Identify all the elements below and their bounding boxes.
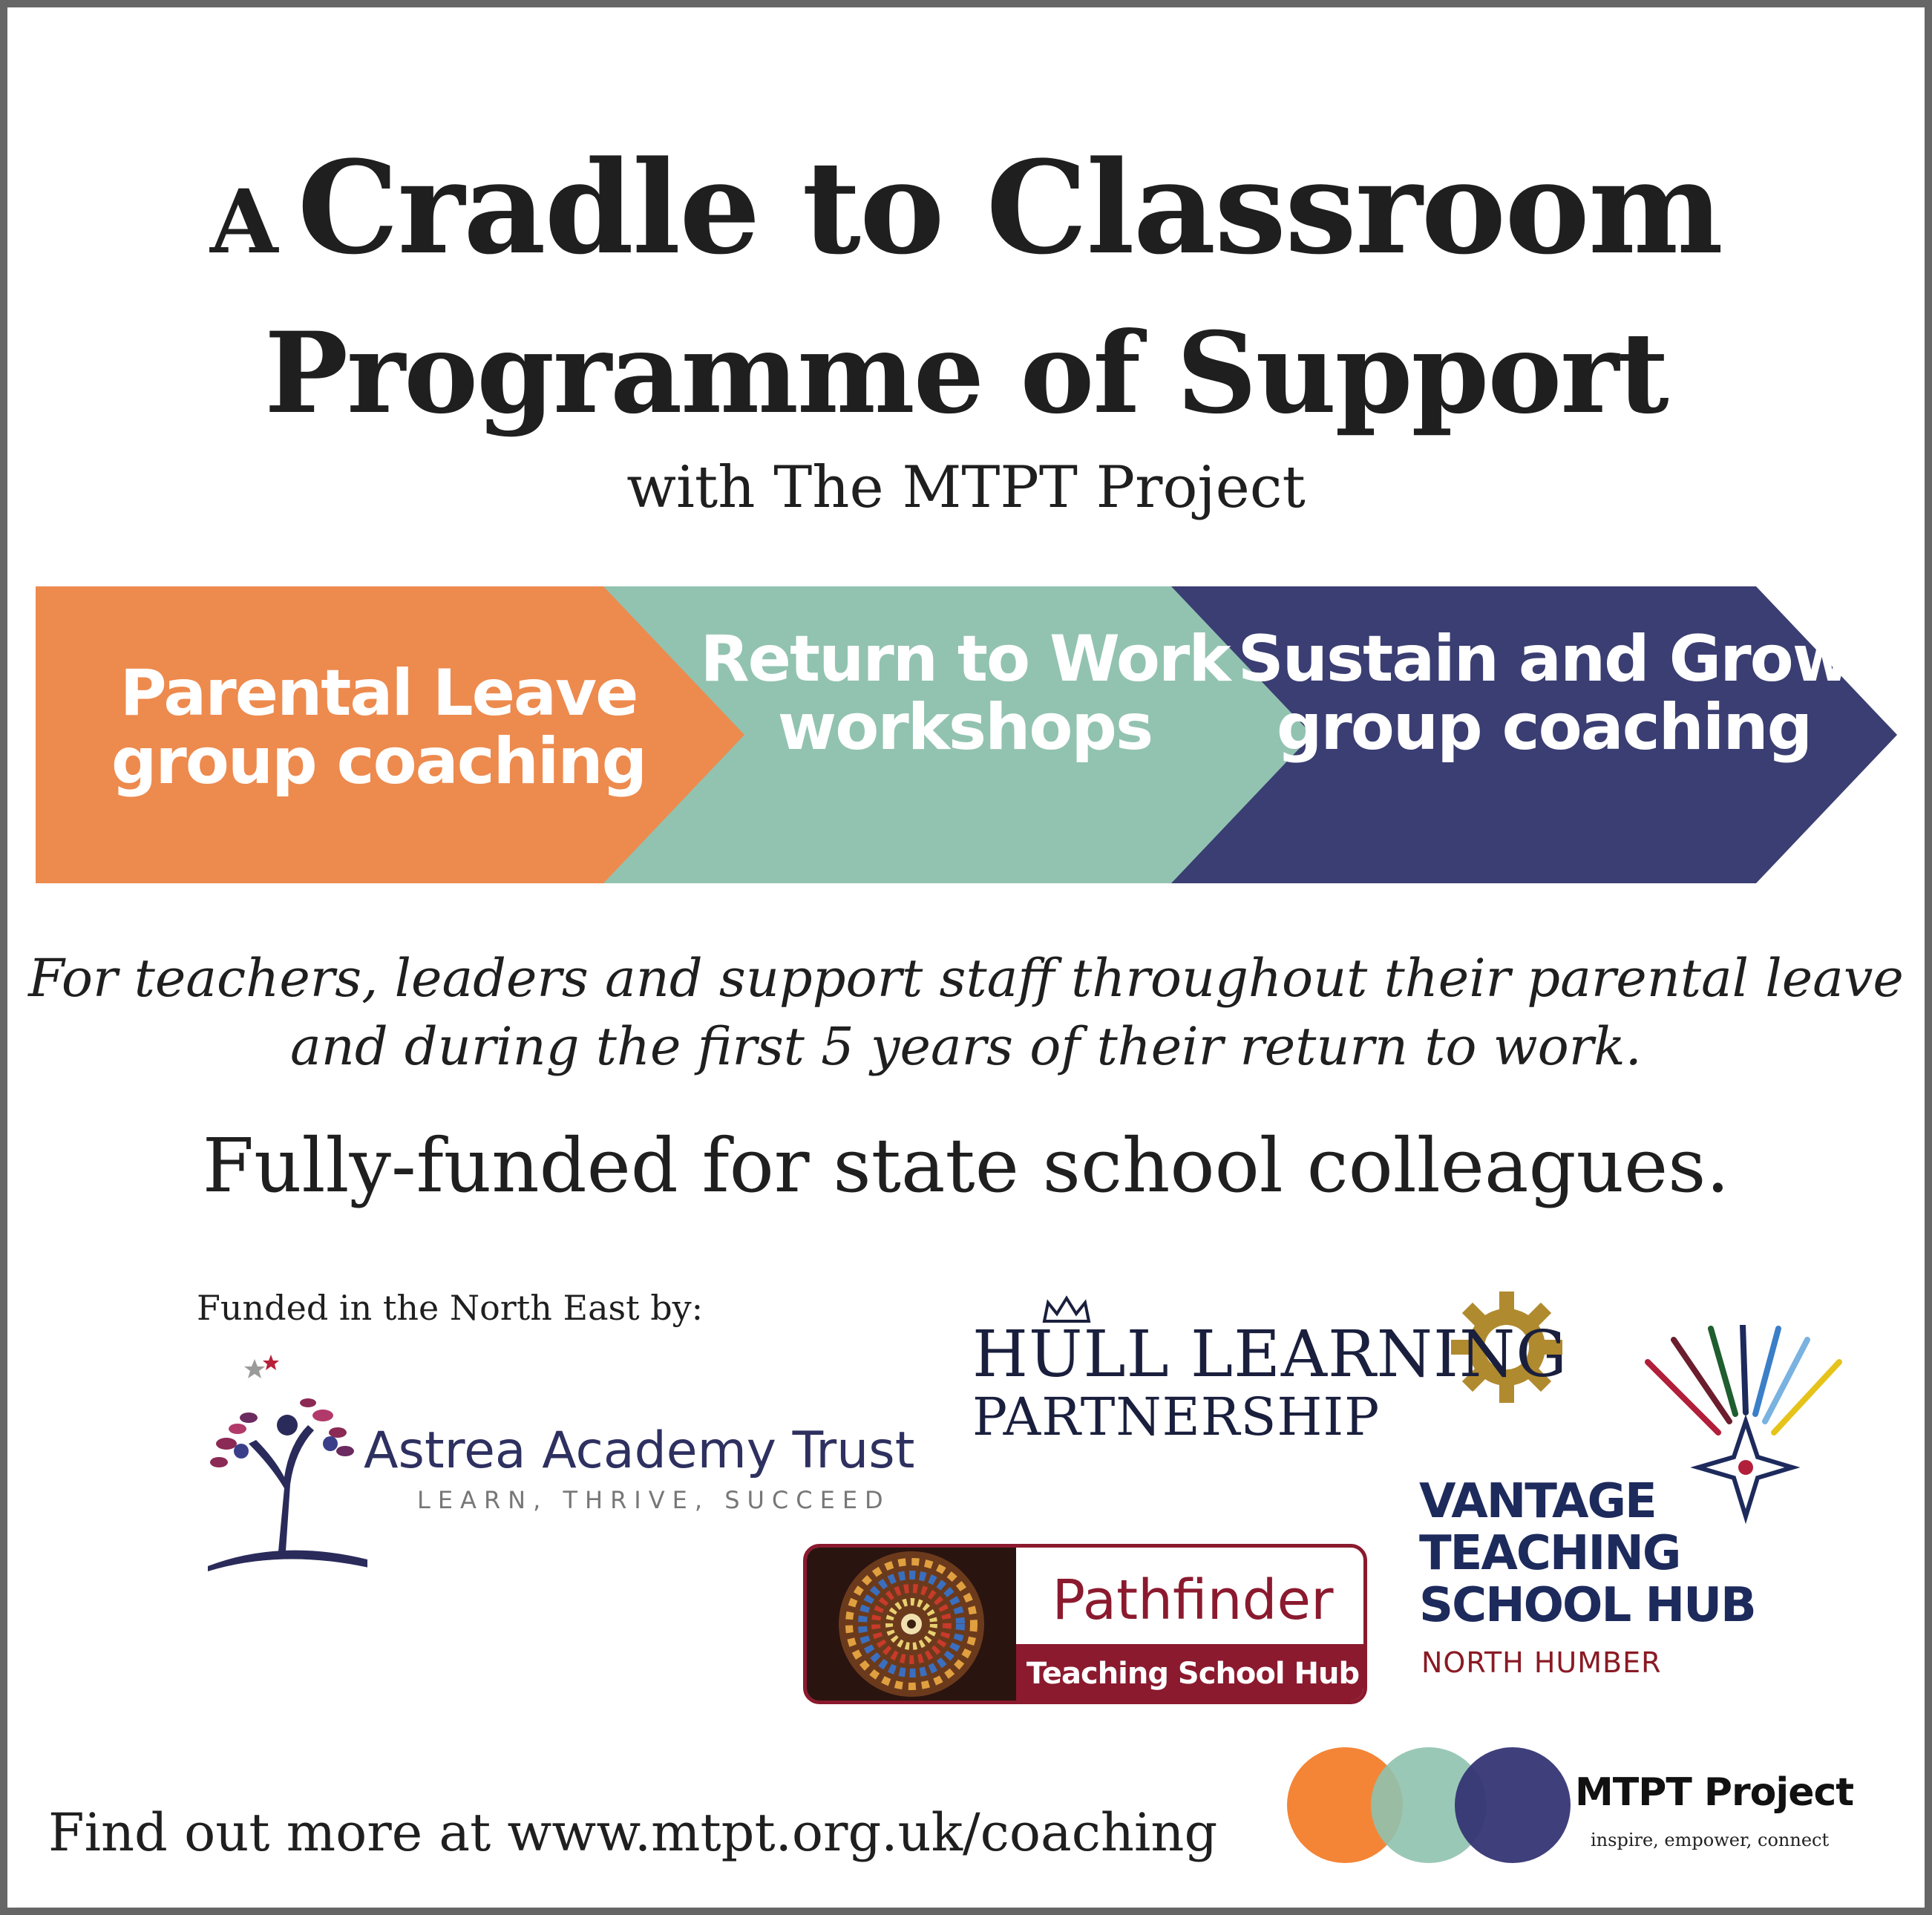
mtpt-name: MTPT Project bbox=[1575, 1770, 1854, 1815]
step-3-label: Sustain and Grow group coaching bbox=[1237, 622, 1850, 765]
vantage-line-1: VANTAGE bbox=[1419, 1474, 1656, 1529]
hull-line-1: HULL LEARNING bbox=[972, 1317, 1568, 1392]
funders-heading: Funded in the North East by: bbox=[197, 1288, 704, 1328]
title-prefix: A bbox=[210, 170, 277, 273]
step-2-label: Return to Work workshops bbox=[700, 622, 1230, 765]
title-main: Cradle to Classroom bbox=[297, 132, 1722, 283]
page-title-line-2: Programme of Support bbox=[264, 308, 1668, 439]
astrea-tagline: LEARN, THRIVE, SUCCEED bbox=[417, 1486, 891, 1514]
vantage-line-3: SCHOOL HUB bbox=[1419, 1578, 1755, 1633]
step-1-label: Parental Leave group coaching bbox=[111, 656, 646, 799]
astrea-tree-logo bbox=[197, 1355, 367, 1577]
pathfinder-subtitle: Teaching School Hub bbox=[1026, 1657, 1360, 1691]
stained-glass-icon bbox=[807, 1548, 1016, 1700]
page-title-line-1 bbox=[7, 132, 1925, 283]
vantage-line-2: TEACHING bbox=[1419, 1526, 1680, 1581]
vantage-region: NORTH HUMBER bbox=[1421, 1646, 1662, 1679]
find-out-more-link[interactable]: Find out more at www.mtpt.org.uk/coaching bbox=[48, 1802, 1218, 1863]
pathfinder-name: Pathfinder bbox=[1052, 1568, 1334, 1632]
mtpt-circles-logo bbox=[1284, 1744, 1574, 1870]
vantage-star-logo bbox=[1633, 1325, 1856, 1536]
funding-statement: Fully-funded for state school colleagues. bbox=[202, 1122, 1730, 1209]
mtpt-tagline: inspire, empower, connect bbox=[1591, 1830, 1830, 1850]
page-subtitle: with The MTPT Project bbox=[626, 454, 1306, 521]
hull-line-2: PARTNERSHIP bbox=[972, 1387, 1381, 1447]
audience-tagline: For teachers, leaders and support staff throughout their parental leave and during the first 5 years of their return to work. bbox=[28, 948, 1904, 1077]
pathfinder-logo bbox=[803, 1544, 1367, 1704]
astrea-name: Astrea Academy Trust bbox=[364, 1421, 915, 1480]
